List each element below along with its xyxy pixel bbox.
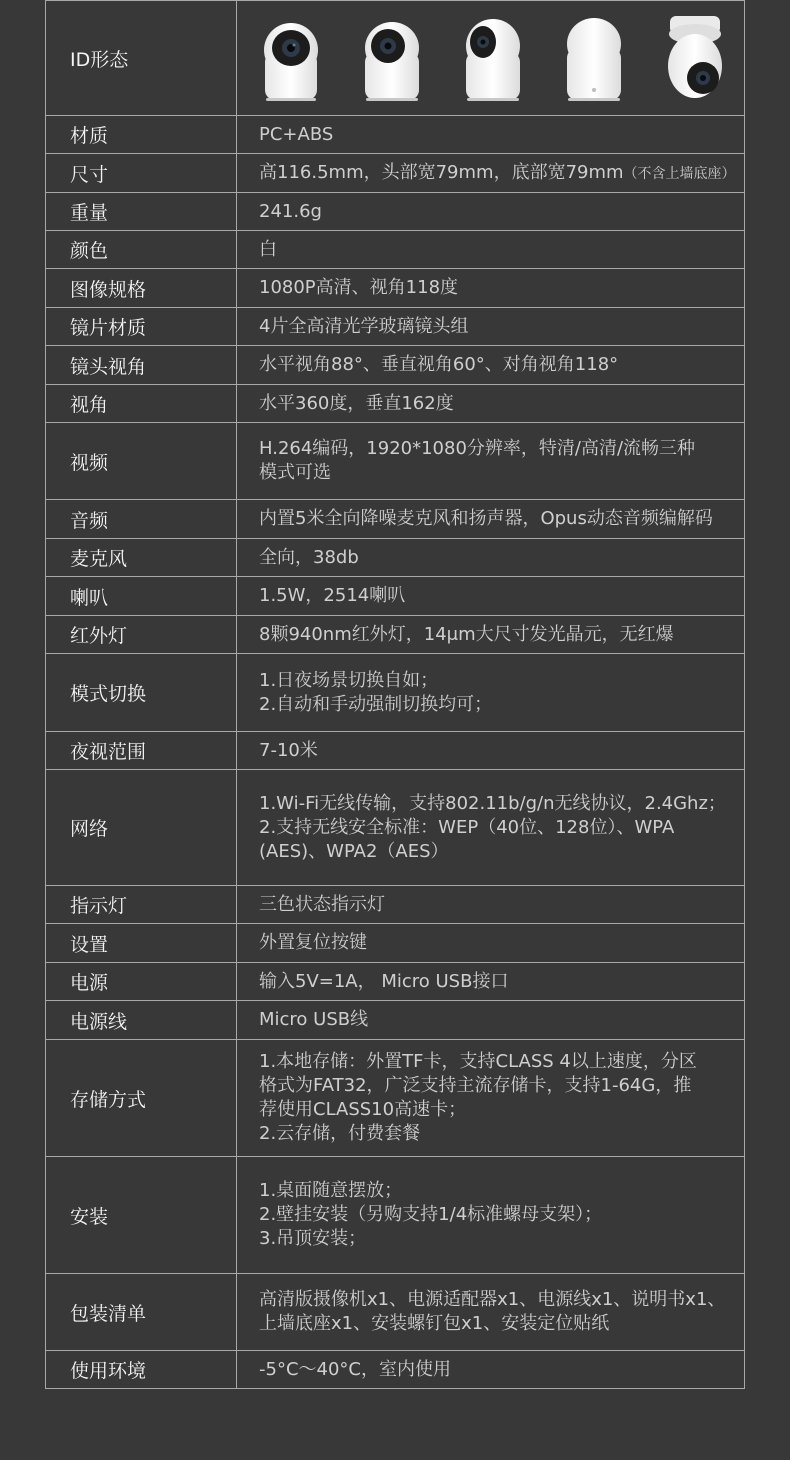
value-line-with-note <box>259 161 738 186</box>
row-label: 镜头视角 <box>46 346 237 385</box>
camera-angled-image <box>362 12 422 104</box>
value-line: 1.本地存储：外置TF卡，支持CLASS 4以上速度，分区 <box>259 1051 697 1072</box>
row-value <box>237 231 745 269</box>
row-id-form <box>46 1 745 116</box>
spec-row <box>46 500 745 539</box>
value-line: 1.桌面随意摆放； <box>259 1180 403 1201</box>
value-line: 2.自动和手动强制切换均可； <box>259 693 493 715</box>
row-value <box>237 269 745 308</box>
spec-row <box>46 1351 745 1389</box>
row-label: 麦克风 <box>46 539 237 577</box>
row-value <box>237 500 745 539</box>
row-value <box>237 963 745 1001</box>
row-value <box>237 770 745 886</box>
row-label: 图像规格 <box>46 269 237 308</box>
row-label: 尺寸 <box>46 154 237 193</box>
value-line: PC+ABS <box>259 123 334 145</box>
row-value <box>237 154 745 193</box>
value-line: (AES)、WPA2（AES） <box>259 840 449 862</box>
value-line: 1.日夜场景切换自如； <box>259 669 439 691</box>
spec-row <box>46 116 745 154</box>
spec-row <box>46 308 745 346</box>
spec-row <box>46 1040 745 1157</box>
row-label: 夜视范围 <box>46 732 237 770</box>
value-line: 上墙底座x1、安装螺钉包x1、安装定位贴纸 <box>259 1313 610 1334</box>
product-images-cell <box>237 1 745 116</box>
row-value <box>237 1351 745 1389</box>
spec-row <box>46 770 745 886</box>
value-line: 高清版摄像机x1、电源适配器x1、电源线x1、说明书x1、 <box>259 1289 726 1310</box>
row-value <box>237 539 745 577</box>
value-line: 模式可选 <box>259 462 331 483</box>
row-label: 重量 <box>46 193 237 231</box>
camera-back-image <box>564 12 624 104</box>
value-line: 白 <box>259 238 277 260</box>
camera-tilted-image <box>665 12 725 104</box>
row-value <box>237 886 745 924</box>
spec-row <box>46 423 745 500</box>
spec-row <box>46 654 745 732</box>
spec-row <box>46 1157 745 1274</box>
value-line: 1080P高清、视角118度 <box>259 277 459 298</box>
value-line: 1.Wi-Fi无线传输，支持802.11b/g/n无线协议，2.4Ghz； <box>259 792 726 814</box>
row-label: 喇叭 <box>46 577 237 616</box>
row-label: 网络 <box>46 770 237 886</box>
camera-front-image <box>261 12 321 104</box>
row-label: 视角 <box>46 385 237 423</box>
row-value <box>237 1274 745 1351</box>
value-line: 高116.5mm，头部宽79mm，底部宽79mm <box>259 161 624 183</box>
spec-row <box>46 732 745 770</box>
row-label: 电源线 <box>46 1001 237 1040</box>
spec-row <box>46 577 745 616</box>
value-line: -5°C～40°C，室内使用 <box>259 1358 451 1380</box>
spec-row <box>46 1001 745 1040</box>
row-value <box>237 346 745 385</box>
value-line: 2.壁挂安装（另购支持1/4标准螺母支架）； <box>259 1204 603 1225</box>
camera-side-image <box>463 12 523 104</box>
row-value <box>237 1157 745 1274</box>
row-value <box>237 385 745 423</box>
spec-row <box>46 616 745 654</box>
row-label: 设置 <box>46 924 237 963</box>
value-line: 全向，38db <box>259 546 359 568</box>
value-line: 241.6g <box>259 200 322 222</box>
row-label: 音频 <box>46 500 237 539</box>
row-label: 包装清单 <box>46 1274 237 1351</box>
row-label: 红外灯 <box>46 616 237 654</box>
value-line: 3.吊顶安装； <box>259 1228 367 1249</box>
spec-row <box>46 231 745 269</box>
value-note: （不含上墙底座） <box>623 165 736 182</box>
value-line: 荐使用CLASS10高速卡； <box>259 1099 467 1120</box>
spec-row <box>46 1274 745 1351</box>
value-line: 8颗940nm红外灯，14μm大尺寸发光晶元，无红爆 <box>259 623 674 645</box>
row-value <box>237 577 745 616</box>
value-line: 格式为FAT32，广泛支持主流存储卡，支持1-64G，推 <box>259 1075 692 1096</box>
row-label: 材质 <box>46 116 237 154</box>
value-line: Micro USB线 <box>259 1009 369 1030</box>
row-label: ID形态 <box>46 1 237 116</box>
row-value <box>237 193 745 231</box>
row-label: 颜色 <box>46 231 237 269</box>
row-value <box>237 924 745 963</box>
row-value <box>237 1040 745 1157</box>
row-label: 电源 <box>46 963 237 1001</box>
row-label: 模式切换 <box>46 654 237 732</box>
spec-row <box>46 154 745 193</box>
row-value <box>237 1001 745 1040</box>
value-line: 4片全高清光学玻璃镜头组 <box>259 315 469 337</box>
spec-row <box>46 924 745 963</box>
spec-row <box>46 886 745 924</box>
value-line: 内置5米全向降噪麦克风和扬声器，Opus动态音频编解码 <box>259 508 713 529</box>
spec-row <box>46 963 745 1001</box>
value-line: 三色状态指示灯 <box>259 893 385 915</box>
row-label: 安装 <box>46 1157 237 1274</box>
row-value <box>237 116 745 154</box>
spec-row <box>46 385 745 423</box>
value-line: 1.5W，2514喇叭 <box>259 585 406 606</box>
row-value <box>237 732 745 770</box>
row-value <box>237 423 745 500</box>
value-line: 外置复位按键 <box>259 932 367 953</box>
value-line: 2.云存储，付费套餐 <box>259 1123 421 1144</box>
row-label: 指示灯 <box>46 886 237 924</box>
value-line: 2.支持无线安全标准：WEP（40位、128位）、WPA <box>259 816 675 838</box>
row-label: 使用环境 <box>46 1351 237 1389</box>
row-label: 镜片材质 <box>46 308 237 346</box>
row-value <box>237 654 745 732</box>
value-line: 水平360度，垂直162度 <box>259 392 454 414</box>
spec-row <box>46 539 745 577</box>
value-line: H.264编码，1920*1080分辨率，特清/高清/流畅三种 <box>259 438 696 459</box>
row-label: 视频 <box>46 423 237 500</box>
row-value <box>237 308 745 346</box>
value-line: 水平视角88°、垂直视角60°、对角视角118° <box>259 354 619 375</box>
row-value <box>237 616 745 654</box>
spec-table <box>45 0 745 1389</box>
spec-row <box>46 193 745 231</box>
value-line: 输入5V=1A， Micro USB接口 <box>259 970 509 992</box>
row-label: 存储方式 <box>46 1040 237 1157</box>
value-line: 7-10米 <box>259 739 318 761</box>
spec-row <box>46 269 745 308</box>
spec-row <box>46 346 745 385</box>
